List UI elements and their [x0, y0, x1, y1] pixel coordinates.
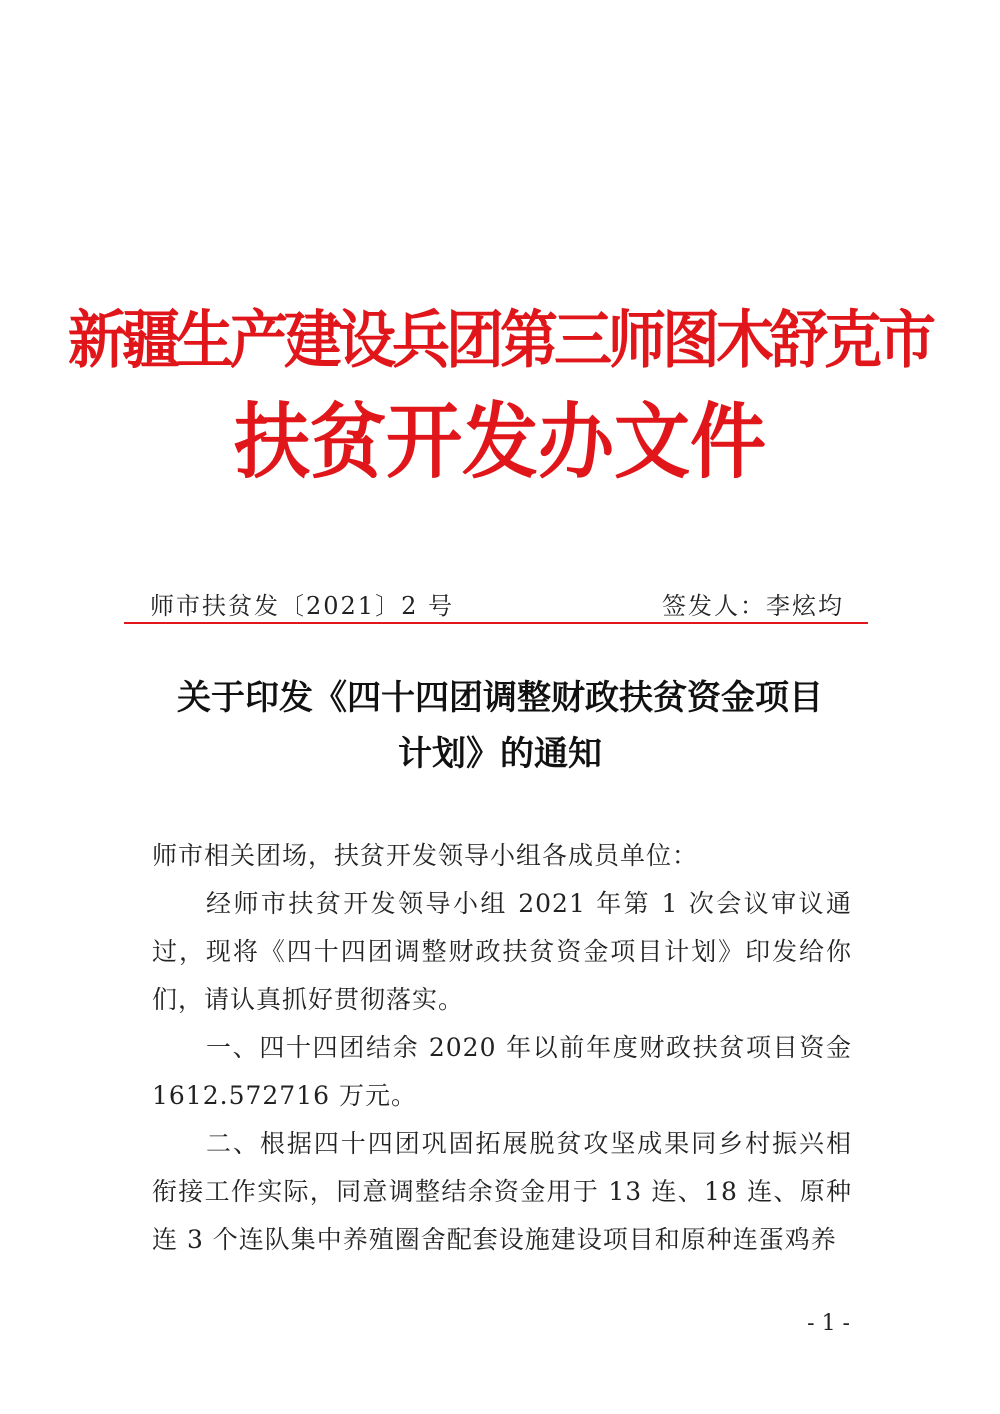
body-paragraph: 二、根据四十四团巩固拓展脱贫攻坚成果同乡村振兴相衔接工作实际，同意调整结余资金用于 13 连、18 连、原种连 3 个连队集中养殖圈舍配套设施建设项目和原种连蛋鸡养 [152, 1129, 852, 1254]
red-divider-line [124, 622, 868, 624]
document-title [0, 670, 1000, 782]
document-number: 师市扶贫发〔2021〕2 号 [150, 592, 454, 620]
document-body [152, 832, 852, 1264]
document-title-line-2: 计划》的通知 [398, 734, 602, 774]
salutation: 师市相关团场，扶贫开发领导小组各成员单位： [152, 841, 699, 870]
document-header-office: 扶贫开发办文件 [234, 393, 766, 490]
body-paragraph: 一、四十四团结余 2020 年以前年度财政扶贫项目资金 1612.572716 万元。 [152, 1033, 852, 1110]
document-header-organization: 新疆生产建设兵团第三师图木舒克市 [67, 303, 932, 377]
document-title-line-1: 关于印发《四十四团调整财政扶贫资金项目 [177, 678, 823, 718]
body-paragraph: 经师市扶贫开发领导小组 2021 年第 1 次会议审议通过，现将《四十四团调整财政扶贫资金项目计划》印发给你们，请认真抓好贯彻落实。 [152, 889, 852, 1014]
issuer-signature-line: 签发人：李炫均 [662, 592, 844, 620]
page-number: - 1 - [807, 1311, 850, 1336]
